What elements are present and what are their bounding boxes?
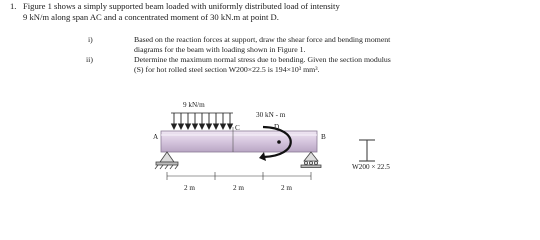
span-1-dimension: 2 m [184,184,195,192]
udl-arrow [228,113,233,129]
udl-arrow [186,113,191,129]
part-i-line-2: diagrams for the beam with loading shown in Figure 1. [134,45,306,54]
point-b-label: B [321,133,326,141]
part-i-line-1: Based on the reaction forces at support, draw the shear force and bending moment [134,35,391,44]
moment-label: 30 kN - m [256,111,286,119]
w-section-icon [359,140,375,161]
point-c-label: C [235,124,240,132]
point-d-label: D [274,123,280,131]
point-a-label: A [153,133,159,141]
part-ii-line-1: Determine the maximum normal stress due to bending. Given the section modulus [134,55,391,64]
udl-label: 9 kN/m [183,101,205,109]
part-ii-label: ii) [86,55,93,64]
support-a-pin [155,152,178,169]
question-line-1: Figure 1 shows a simply supported beam loaded with uniformly distributed load of intensity [23,1,340,11]
span-2-dimension: 2 m [233,184,244,192]
moment-arrowhead [259,152,266,161]
part-ii-line-2: (S) for hot rolled steel section W200×22.5 is 194×10³ mm³. [134,65,320,74]
point-d-marker [277,140,281,144]
udl-arrow [179,113,184,129]
dimension-line [167,172,311,180]
span-3-dimension: 2 m [281,184,292,192]
udl-arrows [171,113,233,129]
udl-arrow [193,113,198,129]
udl-arrow [207,113,212,129]
question-number: 1. [10,1,17,11]
udl-arrow [221,113,226,129]
section-label: W200 × 22.5 [352,163,390,171]
udl-arrow [172,113,177,129]
beam [161,131,317,152]
udl-arrow [200,113,205,129]
part-i-label: i) [88,35,93,44]
support-b-roller [301,152,321,168]
question-line-2: 9 kN/m along span AC and a concentrated moment of 30 kN.m at point D. [23,12,279,22]
udl-arrow [214,113,219,129]
